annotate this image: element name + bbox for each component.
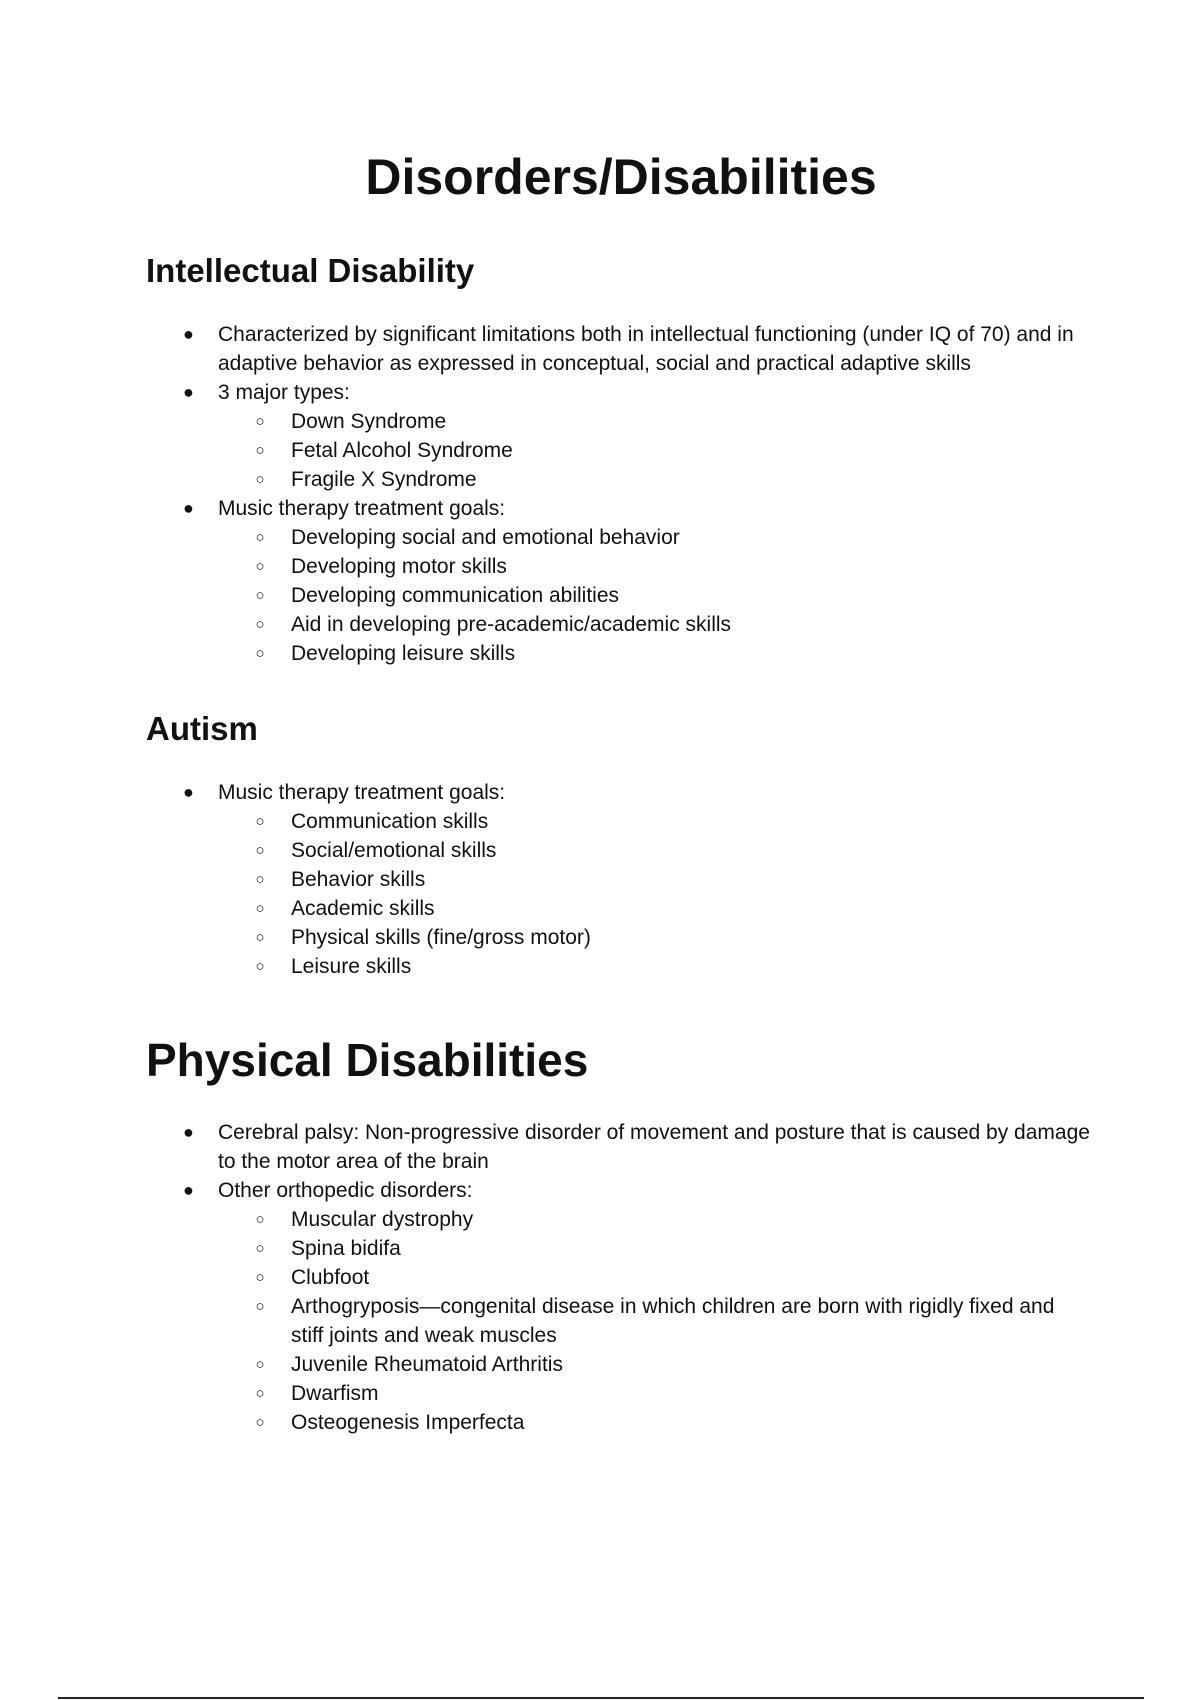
- sublist-item: [218, 1379, 1090, 1408]
- list-autism: [0, 778, 1200, 981]
- list-item-text: Other orthopedic disorders:: [218, 1179, 473, 1202]
- sublist-item-text: Developing social and emotional behavior: [291, 526, 680, 549]
- sublist-item-text: Communication skills: [291, 810, 489, 833]
- list-physical-disabilities: [0, 1118, 1200, 1437]
- circle-bullet-icon: ○: [255, 558, 265, 575]
- sublist: [218, 407, 1090, 494]
- sublist-item-text: Developing motor skills: [291, 555, 507, 578]
- sublist-item-text: Developing communication abilities: [291, 584, 620, 607]
- sublist-item: [218, 552, 1090, 581]
- sublist: [218, 807, 1090, 981]
- bullet-icon: ●: [183, 324, 194, 344]
- circle-bullet-icon: ○: [255, 471, 265, 488]
- sublist-item-text: Arthogryposis—congenital disease in which children are born with rigidly fixed and stiff joints and weak muscles: [291, 1295, 1055, 1347]
- sublist-item-text: Fetal Alcohol Syndrome: [291, 439, 513, 462]
- sublist: [218, 523, 1090, 668]
- sublist-item: [218, 952, 1090, 981]
- list-item-text: Music therapy treatment goals:: [218, 781, 506, 804]
- sublist-item: [218, 923, 1090, 952]
- circle-bullet-icon: ○: [255, 1414, 265, 1431]
- sublist-item-text: Juvenile Rheumatoid Arthritis: [291, 1353, 563, 1376]
- circle-bullet-icon: ○: [255, 1298, 265, 1315]
- circle-bullet-icon: ○: [255, 1211, 265, 1228]
- list-item-text: Cerebral palsy: Non-progressive disorder of movement and posture that is caused by damage to the motor area of the brain: [218, 1121, 1090, 1173]
- sublist-item: [218, 865, 1090, 894]
- sublist-item-text: Spina bidifa: [291, 1237, 401, 1260]
- circle-bullet-icon: ○: [255, 442, 265, 459]
- sublist-item-text: Behavior skills: [291, 868, 426, 891]
- sublist-item: [218, 407, 1090, 436]
- sublist-item: [218, 581, 1090, 610]
- circle-bullet-icon: ○: [255, 900, 265, 917]
- list-item-text: 3 major types:: [218, 381, 350, 404]
- sublist-item: [218, 1234, 1090, 1263]
- sublist-item-text: Developing leisure skills: [291, 642, 516, 665]
- sublist-item-text: Fragile X Syndrome: [291, 468, 477, 491]
- sublist-item: [218, 1350, 1090, 1379]
- list-item: [0, 378, 1200, 494]
- list-item: [0, 778, 1200, 981]
- sublist-item-text: Social/emotional skills: [291, 839, 497, 862]
- heading-intellectual-disability: Intellectual Disability: [146, 252, 475, 289]
- list-item: [0, 1118, 1200, 1176]
- circle-bullet-icon: ○: [255, 1269, 265, 1286]
- circle-bullet-icon: ○: [255, 413, 265, 430]
- sublist-item: [218, 465, 1090, 494]
- bullet-icon: ●: [183, 1122, 194, 1142]
- sublist-item: [218, 639, 1090, 668]
- sublist-item-text: Aid in developing pre-academic/academic skills: [291, 613, 732, 636]
- list-item: [0, 320, 1200, 378]
- circle-bullet-icon: ○: [255, 1240, 265, 1257]
- circle-bullet-icon: ○: [255, 1356, 265, 1373]
- circle-bullet-icon: ○: [255, 929, 265, 946]
- bullet-icon: ●: [183, 782, 194, 802]
- sublist-item-text: Clubfoot: [291, 1266, 370, 1289]
- sublist-item-text: Leisure skills: [291, 955, 412, 978]
- circle-bullet-icon: ○: [255, 813, 265, 830]
- sublist-item: [218, 1292, 1090, 1350]
- sublist-item-text: Physical skills (fine/gross motor): [291, 926, 591, 949]
- bullet-icon: ●: [183, 498, 194, 518]
- sublist-item-text: Muscular dystrophy: [291, 1208, 474, 1231]
- sublist-item: [218, 1205, 1090, 1234]
- sublist-item: [218, 523, 1090, 552]
- circle-bullet-icon: ○: [255, 529, 265, 546]
- list-item-text: Music therapy treatment goals:: [218, 497, 506, 520]
- list-item: [0, 494, 1200, 668]
- heading-physical-disabilities: Physical Disabilities: [146, 1034, 589, 1086]
- circle-bullet-icon: ○: [255, 958, 265, 975]
- circle-bullet-icon: ○: [255, 587, 265, 604]
- sublist-item: [218, 894, 1090, 923]
- bullet-icon: ●: [183, 1180, 194, 1200]
- heading-autism: Autism: [146, 710, 258, 747]
- bullet-icon: ●: [183, 382, 194, 402]
- sublist-item: [218, 436, 1090, 465]
- sublist: [218, 1205, 1090, 1437]
- sublist-item: [218, 610, 1090, 639]
- sublist-item-text: Academic skills: [291, 897, 435, 920]
- list-item-text: Characterized by significant limitations both in intellectual functioning (under IQ of 70) and in adaptive behavior as expressed in conceptual, social and practical adaptive skills: [218, 323, 1074, 375]
- list-item: [0, 1176, 1200, 1437]
- sublist-item: [218, 1263, 1090, 1292]
- sublist-item-text: Dwarfism: [291, 1382, 379, 1405]
- sublist-item: [218, 807, 1090, 836]
- list-intellectual-disability: [0, 320, 1200, 668]
- circle-bullet-icon: ○: [255, 616, 265, 633]
- circle-bullet-icon: ○: [255, 1385, 265, 1402]
- sublist-item: [218, 836, 1090, 865]
- page-title: Disorders/Disabilities: [365, 149, 877, 205]
- sublist-item-text: Osteogenesis Imperfecta: [291, 1411, 525, 1434]
- circle-bullet-icon: ○: [255, 871, 265, 888]
- sublist-item-text: Down Syndrome: [291, 410, 447, 433]
- circle-bullet-icon: ○: [255, 645, 265, 662]
- circle-bullet-icon: ○: [255, 842, 265, 859]
- footer-divider: [58, 1697, 1144, 1699]
- sublist-item: [218, 1408, 1090, 1437]
